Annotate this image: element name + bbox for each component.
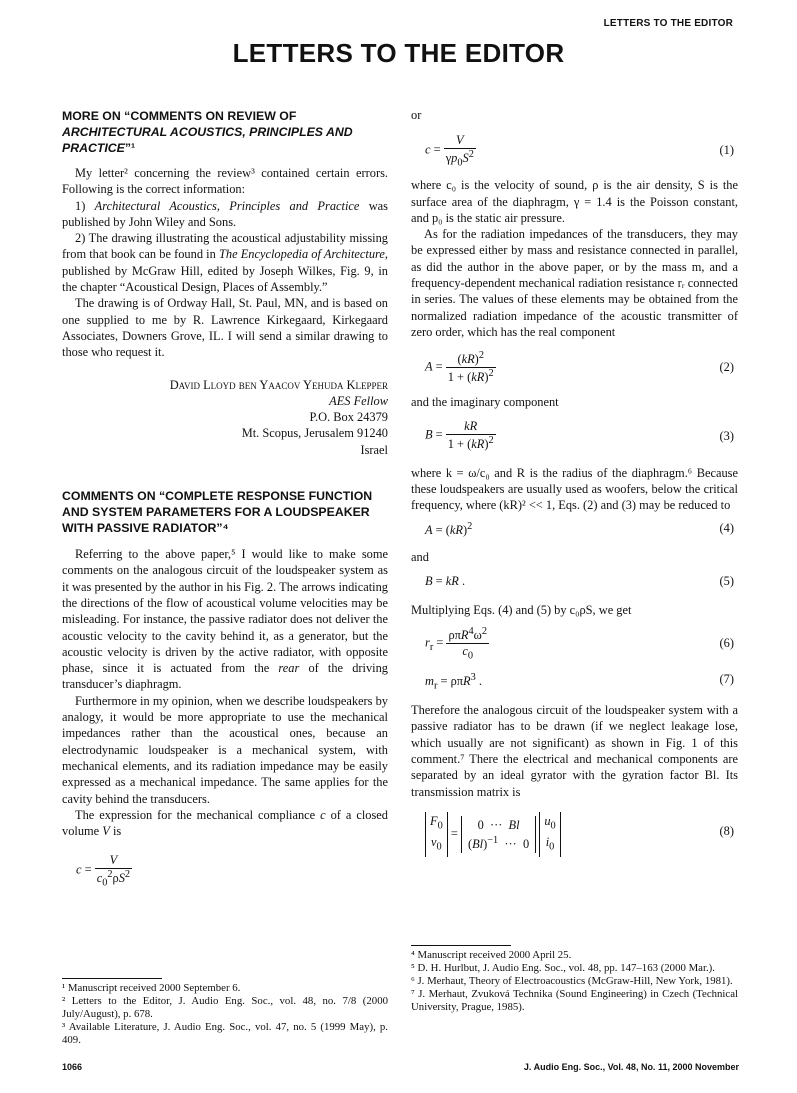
- l2-p3-c-end: is: [109, 824, 122, 839]
- letter2-para-1: [62, 546, 388, 693]
- eq4-number: (4): [719, 521, 734, 536]
- eq3-number: (3): [719, 428, 734, 443]
- signature-title-text: AES Fellow: [329, 393, 388, 408]
- signature-country: Israel: [360, 442, 388, 457]
- right-para-where-c0: where c₀ is the velocity of sound, ρ is the air density, S is the surface area of the diaphragm, γ = 1.4 is the Poisson constant, and p₀ is the static air pressure.: [411, 178, 738, 225]
- right-para-imaginary: and the imaginary component: [411, 395, 559, 410]
- l2-p3-c: c: [320, 807, 326, 822]
- eq5-number: (5): [719, 573, 734, 588]
- right-para-multiply: Multiplying Eqs. (4) and (5) by c₀ρS, we get: [411, 602, 632, 617]
- letter1-item-2: [62, 230, 388, 295]
- page-title: LETTERS TO THE EDITOR: [232, 38, 565, 68]
- equation-5: B = kR . (5): [425, 573, 734, 588]
- right-para-therefore: Therefore the analogous circuit of the loudspeaker system with a passive radiator has to be drawn (if we neglect leakage lose, which usually are not significant) as shown in Fig. 1 of this comment.⁷ There the electrical and mechanical components are separated by an ideal gyrator with the gyration factor Bl. Its transmission matrix is: [411, 703, 738, 799]
- footnote-5: ⁵ D. H. Hurlbut, J. Audio Eng. Soc., vol. 48, pp. 147–163 (2000 Mar.).: [411, 962, 715, 974]
- right-footnotes: [411, 945, 738, 1014]
- signature-city: Mt. Scopus, Jerusalem 91240: [241, 426, 388, 441]
- signature-block: [62, 377, 388, 458]
- signature-name: David Lloyd ben Yaacov Yehuda Klepper: [169, 377, 388, 392]
- eq2-number: (2): [719, 360, 734, 375]
- footnote-6: ⁶ J. Merhaut, Theory of Electroacoustics (McGraw-Hill, New York, 1981).: [411, 975, 733, 987]
- left-column: [62, 108, 388, 1046]
- journal-reference: J. Audio Eng. Soc., Vol. 48, No. 11, 2000 November: [523, 1062, 739, 1072]
- letter1-heading-a: MORE ON “COMMENTS ON REVIEW OF: [62, 109, 297, 123]
- letter1-heading-b: ARCHITECTURAL ACOUSTICS, PRINCIPLES AND PRACTICE: [62, 125, 353, 155]
- equation-1: c = $\frac{V}{\gamma p_0S^2}$ (1): [425, 133, 734, 169]
- l2-p3-a: The expression for the mechanical compliance: [75, 807, 321, 822]
- running-head: LETTERS TO THE EDITOR: [603, 18, 733, 29]
- eq1-number: (1): [719, 143, 734, 158]
- letter1-item-1: [62, 198, 388, 231]
- equation-4: A = (kR)$^2$ (4): [425, 521, 734, 538]
- equation-7: $m_r = \rho\pi R^3$ . (7): [425, 672, 734, 692]
- l2-p3-v: V: [102, 824, 110, 839]
- item2-b: , published by McGraw Hill, edited by Joseph Wilkes, Fig. 9, in the chapter “Acoustical Design, Places of Assembly.”: [62, 247, 388, 295]
- footnote-2: ² Letters to the Editor, J. Audio Eng. Soc., vol. 48, no. 7/8 (2000 July/August), p. 678.: [62, 995, 388, 1020]
- item1-title: Architectural Acoustics, Principles and Practice: [94, 198, 360, 213]
- equation-compliance: c = $\frac{V}{c_0^2\rho S^2}$: [76, 853, 131, 889]
- footnote-7: ⁷ J. Merhaut, Zvuková Technika (Sound Engineering) in Czech (Technical University, Prague, 1985).: [411, 988, 738, 1013]
- letter1-para-1: My letter² concerning the review³ contained certain errors. Following is the correct information:: [62, 166, 388, 197]
- right-para-radiation: As for the radiation impedances of the transducers, they may be expressed either by mass and resistance connected in parallel, as did the author in the above paper, or by the mass m, and a frequency-dependent mechanical radiation resistance rᵣ connected in series. The values of these elements may be obtained from the normalized radiation impedance of the acoustic transmitter of zero order, which has the real component: [411, 227, 738, 339]
- and-word: and: [411, 550, 429, 565]
- letter1-para-3: The drawing is of Ordway Hall, St. Paul, MN, and is based on one supplied to me by R. Lawrence Kirkegaard, Kirkegaard Associates, Downers Grove, IL. I will send a similar drawing to those who request it.: [62, 296, 388, 360]
- l2-p1-a: Referring to the above paper,⁵ I would like to make some comments on the analogous circuit of the loudspeaker system as it was presented by the author in his Fig. 2. The arrows indicating the directions of the flow of acoustical volume velocities may be misleading. For instance, the passive radiator does not deliver the acoustic velocity to the cavity behind it, as a generator, but the acoustic velocity is driven by the active radiator, with opposite phase, since it is actuated from the: [62, 547, 388, 676]
- footnote-3: ³ Available Literature, J. Audio Eng. Soc., vol. 47, no. 5 (1999 May), p. 409.: [62, 1021, 388, 1046]
- right-column: [411, 107, 738, 1013]
- letter1-heading-c: ”¹: [124, 141, 136, 155]
- eq8-number: (8): [719, 823, 734, 838]
- right-para-where-k: where k = ω/c₀ and R is the radius of the diaphragm.⁶ Because these loudspeakers are usually used as woofers, below the critical frequency, where (kR)² << 1, Eqs. (2) and (3) may be reduced to: [411, 465, 738, 513]
- eq7-number: (7): [719, 672, 734, 687]
- item1-rest: was published by John Wiley and Sons.: [62, 198, 388, 229]
- page-number: 1066: [62, 1062, 83, 1072]
- item2-a: 2) The drawing illustrating the acoustical adjustability missing from that book can be found in: [62, 231, 388, 262]
- equation-8: $F_0$ $v_0 = 0$ ··· Bl $(Bl)^{-1}$ ··· 0 $u_0$ $i_0$ (8): [411, 812, 738, 856]
- eq6-number: (6): [719, 636, 734, 651]
- l2-p1-rear: rear: [278, 661, 300, 676]
- l2-p3-b: of a closed volume: [62, 807, 388, 839]
- footnote-1: ¹ Manuscript received 2000 September 6.: [62, 982, 241, 994]
- letter2-para-3: [62, 807, 388, 840]
- letter2-heading: COMMENTS ON “COMPLETE RESPONSE FUNCTION AND SYSTEM PARAMETERS FOR A LOUDSPEAKER WITH PASSIVE RADIATOR”⁴: [62, 489, 373, 536]
- signature-title: [62, 393, 388, 409]
- signature-box: P.O. Box 24379: [309, 410, 388, 425]
- footnote-4: ⁴ Manuscript received 2000 April 25.: [411, 949, 572, 961]
- or-word: or: [411, 108, 422, 122]
- footnote-rule-right: [411, 945, 511, 946]
- equation-6: $r_r$ = $\frac{\rho\pi R^4\omega^2}{c_0}$ (6): [425, 626, 734, 662]
- item1-num: 1): [75, 198, 95, 213]
- letter1-heading: [62, 108, 388, 156]
- letter2-para-2: Furthermore in my opinion, when we describe loudspeakers by analogy, it would be more appropriate to use the mechanical impedances rather than the acoustical ones, because an electrodynamic loudspeaker is a mechanical system, with mechanical elements, and its radiation impedance may be easily expressed as a mechanical impedance. The same applies for the cavity behind the transducers.: [62, 693, 388, 806]
- item2-title: The Encyclopedia of Architecture: [218, 247, 385, 262]
- footnote-rule: [62, 978, 162, 979]
- equation-3: B = $\frac{kR}{1 + (kR)^2}$ (3): [425, 418, 734, 451]
- l2-p1-end: of the driving transducer’s diaphragm.: [62, 661, 388, 692]
- equation-2: A = $\frac{(kR)^2}{1 + (kR)^2}$ (2): [425, 350, 734, 385]
- left-footnotes: [62, 978, 388, 1047]
